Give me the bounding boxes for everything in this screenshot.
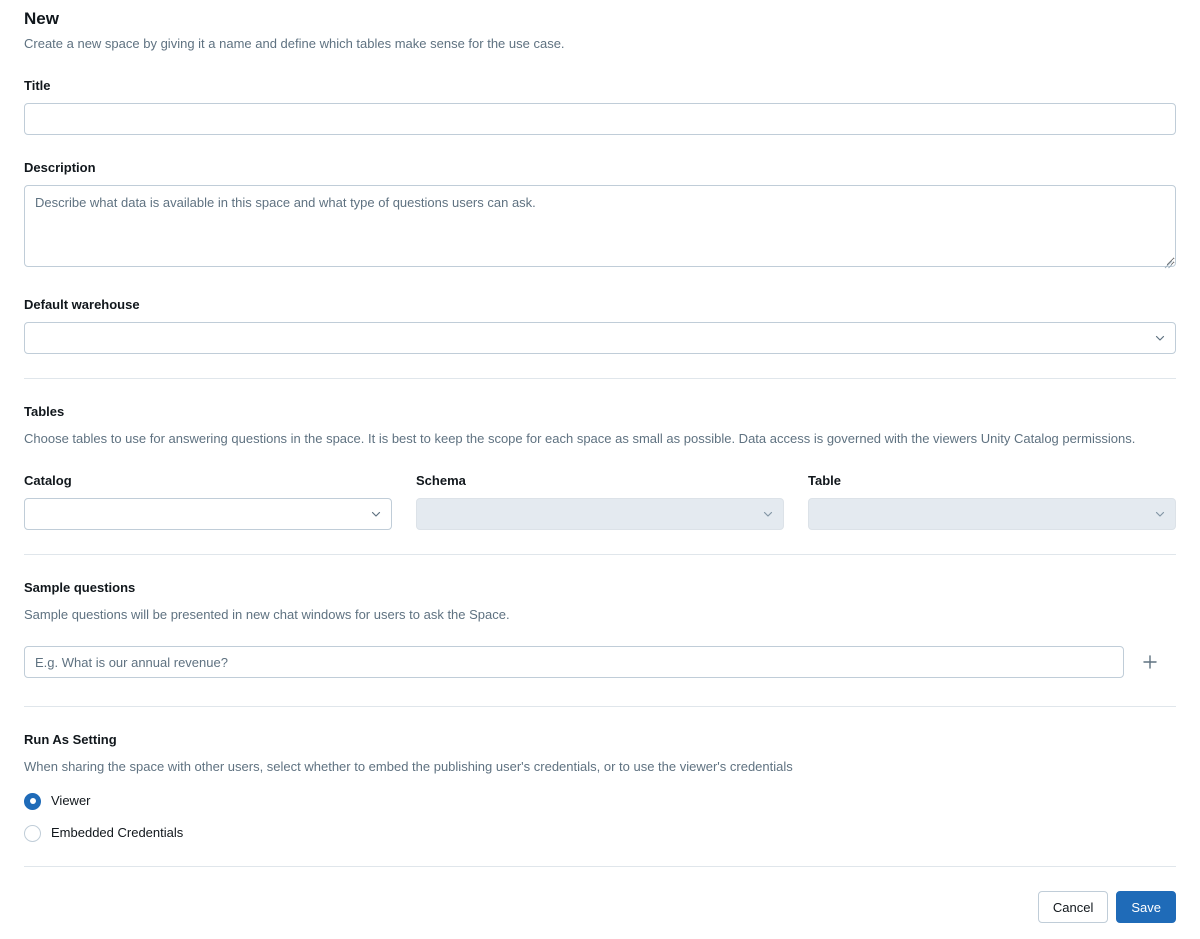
sample-questions-section bbox=[24, 579, 1176, 678]
default-warehouse-select[interactable] bbox=[24, 322, 1176, 354]
table-label: Table bbox=[808, 473, 841, 488]
chevron-down-icon bbox=[370, 508, 382, 520]
radio-viewer-label: Viewer bbox=[51, 793, 91, 808]
form-footer bbox=[24, 891, 1176, 923]
page-title: New bbox=[24, 9, 59, 28]
tables-selectors bbox=[24, 472, 1176, 530]
chevron-down-icon bbox=[762, 508, 774, 520]
table-group bbox=[808, 472, 1176, 530]
cancel-button[interactable]: Cancel bbox=[1038, 891, 1108, 923]
plus-icon bbox=[1141, 653, 1159, 671]
radio-embedded-credentials-label: Embedded Credentials bbox=[51, 825, 184, 840]
tables-description: Choose tables to use for answering questions in the space. It is best to keep the scope for each space as small as possible. Data access is governed with the viewers Unity Catalog permissions. bbox=[24, 431, 1136, 446]
schema-group bbox=[416, 472, 784, 530]
default-warehouse-group bbox=[24, 296, 1176, 354]
description-field-group bbox=[24, 159, 1176, 272]
chevron-down-icon bbox=[1154, 508, 1166, 520]
catalog-select[interactable] bbox=[24, 498, 392, 530]
table-select[interactable] bbox=[808, 498, 1176, 530]
catalog-group bbox=[24, 472, 392, 530]
radio-viewer-icon[interactable] bbox=[24, 793, 41, 810]
title-label: Title bbox=[24, 78, 51, 93]
run-as-setting-section bbox=[24, 731, 1176, 842]
form-header bbox=[24, 0, 1176, 53]
divider-tables bbox=[24, 378, 1176, 379]
description-label: Description bbox=[24, 160, 96, 175]
sample-question-row bbox=[24, 646, 1176, 678]
tables-title: Tables bbox=[24, 404, 65, 419]
description-textarea[interactable] bbox=[24, 185, 1176, 267]
title-input[interactable] bbox=[24, 103, 1176, 135]
title-field-group bbox=[24, 77, 1176, 135]
radio-option-embedded-credentials[interactable] bbox=[24, 824, 1176, 842]
chevron-down-icon bbox=[1154, 332, 1166, 344]
run-as-title: Run As Setting bbox=[24, 732, 117, 747]
tables-section bbox=[24, 403, 1176, 530]
sample-questions-description: Sample questions will be presented in new chat windows for users to ask the Space. bbox=[24, 607, 510, 622]
schema-select[interactable] bbox=[416, 498, 784, 530]
sample-questions-title: Sample questions bbox=[24, 580, 136, 595]
default-warehouse-label: Default warehouse bbox=[24, 297, 140, 312]
sample-question-input[interactable] bbox=[24, 646, 1124, 678]
catalog-label: Catalog bbox=[24, 473, 72, 488]
divider-footer bbox=[24, 866, 1176, 867]
divider-run-as bbox=[24, 706, 1176, 707]
schema-label: Schema bbox=[416, 473, 466, 488]
add-sample-question-button[interactable] bbox=[1136, 648, 1164, 676]
radio-option-viewer[interactable] bbox=[24, 792, 1176, 810]
page-subtitle: Create a new space by giving it a name and define which tables make sense for the use case. bbox=[24, 36, 565, 51]
radio-embedded-credentials-icon[interactable] bbox=[24, 825, 41, 842]
divider-sample-questions bbox=[24, 554, 1176, 555]
save-button[interactable]: Save bbox=[1116, 891, 1176, 923]
run-as-description: When sharing the space with other users, select whether to embed the publishing user's credentials, or to use the viewer's credentials bbox=[24, 759, 793, 774]
